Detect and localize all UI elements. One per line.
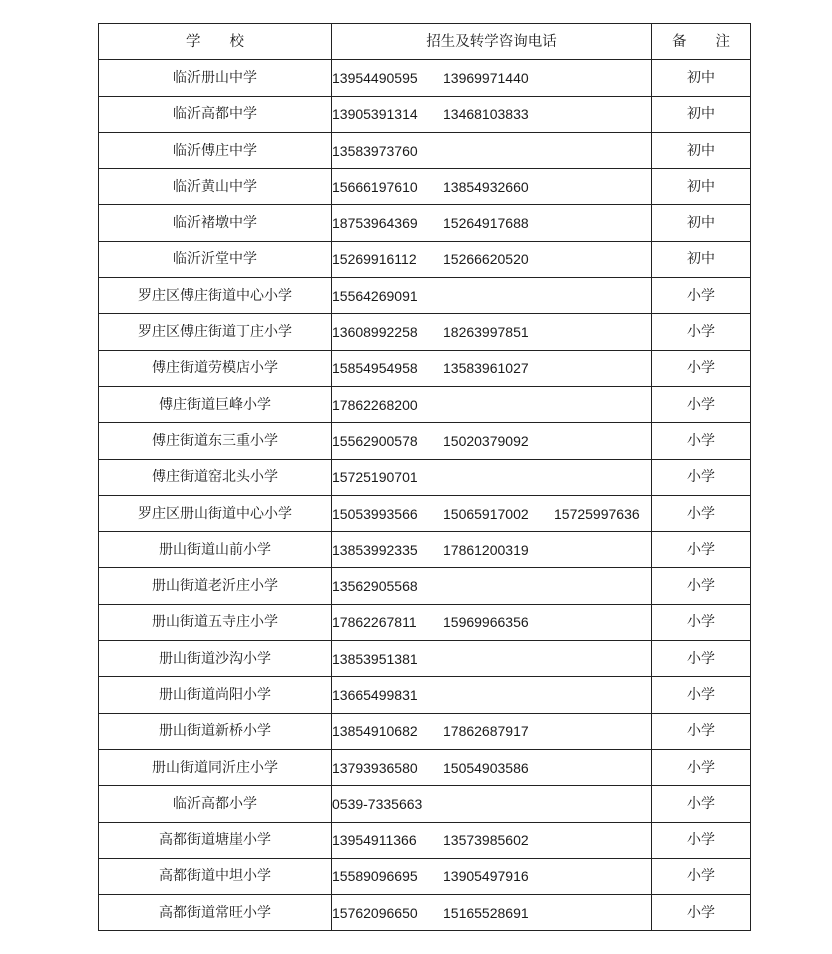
phone-number: 13969971440 bbox=[443, 69, 529, 86]
table-row bbox=[99, 641, 751, 677]
table-header-row bbox=[99, 24, 751, 60]
table-row bbox=[99, 749, 751, 785]
table-row bbox=[99, 386, 751, 422]
column-header-school bbox=[99, 24, 332, 60]
school-name-cell: 册山街道新桥小学 bbox=[99, 713, 332, 749]
table-row bbox=[99, 96, 751, 132]
note-cell: 小学 bbox=[652, 568, 751, 604]
phone-number: 13573985602 bbox=[443, 832, 529, 849]
note-cell: 小学 bbox=[652, 350, 751, 386]
table-row bbox=[99, 858, 751, 894]
phone-number: 18263997851 bbox=[443, 324, 529, 341]
phone-number: 15053993566 bbox=[332, 505, 418, 522]
school-name-cell: 册山街道同沂庄小学 bbox=[99, 749, 332, 785]
phone-cell bbox=[332, 241, 652, 277]
phone-cell bbox=[332, 96, 652, 132]
phone-number: 15020379092 bbox=[443, 432, 529, 449]
phone-cell bbox=[332, 895, 652, 931]
phone-number: 15562900578 bbox=[332, 432, 418, 449]
school-name-cell: 罗庄区傅庄街道中心小学 bbox=[99, 278, 332, 314]
phone-number: 13853992335 bbox=[332, 541, 418, 558]
table-row bbox=[99, 423, 751, 459]
note-cell: 小学 bbox=[652, 532, 751, 568]
phone-number: 15065917002 bbox=[443, 505, 529, 522]
phone-number: 13905391314 bbox=[332, 106, 418, 123]
school-name-cell: 临沂褚墩中学 bbox=[99, 205, 332, 241]
phone-cell bbox=[332, 132, 652, 168]
table-row bbox=[99, 278, 751, 314]
school-name-cell: 高都街道常旺小学 bbox=[99, 895, 332, 931]
school-name-cell: 高都街道中坦小学 bbox=[99, 858, 332, 894]
note-cell: 初中 bbox=[652, 205, 751, 241]
phone-cell bbox=[332, 568, 652, 604]
phone-cell bbox=[332, 532, 652, 568]
school-name-cell: 册山街道老沂庄小学 bbox=[99, 568, 332, 604]
phone-number: 15589096695 bbox=[332, 868, 418, 885]
table-row bbox=[99, 314, 751, 350]
school-name-cell: 临沂高都小学 bbox=[99, 786, 332, 822]
school-name-cell: 罗庄区册山街道中心小学 bbox=[99, 495, 332, 531]
table-row bbox=[99, 495, 751, 531]
note-cell: 小学 bbox=[652, 314, 751, 350]
table-row bbox=[99, 532, 751, 568]
note-cell: 小学 bbox=[652, 459, 751, 495]
phone-number: 0539-7335663 bbox=[332, 795, 423, 812]
table-row bbox=[99, 568, 751, 604]
phone-number: 13583961027 bbox=[443, 360, 529, 377]
phone-number: 13793936580 bbox=[332, 759, 418, 776]
school-name-cell: 罗庄区傅庄街道丁庄小学 bbox=[99, 314, 332, 350]
note-cell: 小学 bbox=[652, 495, 751, 531]
note-cell: 小学 bbox=[652, 749, 751, 785]
phone-cell bbox=[332, 278, 652, 314]
phone-number: 17861200319 bbox=[443, 541, 529, 558]
phone-number: 15969966356 bbox=[443, 614, 529, 631]
phone-cell bbox=[332, 350, 652, 386]
phone-number: 13853951381 bbox=[332, 650, 418, 667]
phone-cell bbox=[332, 677, 652, 713]
note-cell: 小学 bbox=[652, 386, 751, 422]
school-name-cell: 册山街道山前小学 bbox=[99, 532, 332, 568]
table-row bbox=[99, 60, 751, 96]
phone-number: 17862267811 bbox=[332, 614, 417, 631]
phone-number: 15264917688 bbox=[443, 215, 529, 232]
phone-number: 13468103833 bbox=[443, 106, 529, 123]
column-header-phone-label: 招生及转学咨询电话 bbox=[426, 33, 557, 50]
phone-cell bbox=[332, 713, 652, 749]
school-name-cell: 傅庄街道巨峰小学 bbox=[99, 386, 332, 422]
table-row bbox=[99, 604, 751, 640]
table-row bbox=[99, 205, 751, 241]
school-name-cell: 册山街道五寺庄小学 bbox=[99, 604, 332, 640]
phone-number: 15269916112 bbox=[332, 251, 417, 268]
note-cell: 小学 bbox=[652, 641, 751, 677]
phone-cell bbox=[332, 604, 652, 640]
phone-cell bbox=[332, 386, 652, 422]
school-name-cell: 册山街道尚阳小学 bbox=[99, 677, 332, 713]
school-name-cell: 册山街道沙沟小学 bbox=[99, 641, 332, 677]
phone-number: 18753964369 bbox=[332, 215, 418, 232]
phone-cell bbox=[332, 205, 652, 241]
table-row bbox=[99, 786, 751, 822]
note-cell: 小学 bbox=[652, 822, 751, 858]
table-row bbox=[99, 350, 751, 386]
column-header-phone bbox=[332, 24, 652, 60]
table-row bbox=[99, 169, 751, 205]
school-name-cell: 临沂黄山中学 bbox=[99, 169, 332, 205]
phone-number: 15762096650 bbox=[332, 904, 418, 921]
phone-cell bbox=[332, 858, 652, 894]
column-header-note bbox=[652, 24, 751, 60]
note-cell: 小学 bbox=[652, 858, 751, 894]
note-cell: 小学 bbox=[652, 677, 751, 713]
phone-number: 13665499831 bbox=[332, 686, 418, 703]
phone-cell bbox=[332, 314, 652, 350]
note-cell: 小学 bbox=[652, 604, 751, 640]
phone-number: 13562905568 bbox=[332, 578, 418, 595]
school-name-cell: 临沂高都中学 bbox=[99, 96, 332, 132]
phone-number: 17862268200 bbox=[332, 396, 418, 413]
phone-cell bbox=[332, 749, 652, 785]
phone-cell bbox=[332, 60, 652, 96]
note-cell: 小学 bbox=[652, 278, 751, 314]
phone-number: 15725190701 bbox=[332, 469, 418, 486]
phone-number: 15666197610 bbox=[332, 178, 418, 195]
phone-number: 17862687917 bbox=[443, 723, 529, 740]
phone-number: 15854954958 bbox=[332, 360, 418, 377]
phone-number: 13905497916 bbox=[443, 868, 529, 885]
note-cell: 初中 bbox=[652, 241, 751, 277]
note-cell: 初中 bbox=[652, 60, 751, 96]
phone-number: 15165528691 bbox=[443, 904, 529, 921]
school-name-cell: 临沂册山中学 bbox=[99, 60, 332, 96]
phone-cell bbox=[332, 169, 652, 205]
phone-cell bbox=[332, 495, 652, 531]
table-row bbox=[99, 132, 751, 168]
table-row bbox=[99, 822, 751, 858]
phone-cell bbox=[332, 786, 652, 822]
school-contact-table bbox=[98, 23, 751, 931]
phone-number: 15564269091 bbox=[332, 287, 418, 304]
table-row bbox=[99, 895, 751, 931]
school-name-cell: 高都街道塘崖小学 bbox=[99, 822, 332, 858]
phone-number: 13954911366 bbox=[332, 832, 417, 849]
school-name-cell: 临沂沂堂中学 bbox=[99, 241, 332, 277]
note-cell: 小学 bbox=[652, 786, 751, 822]
note-cell: 小学 bbox=[652, 713, 751, 749]
phone-number: 15054903586 bbox=[443, 759, 529, 776]
phone-cell bbox=[332, 459, 652, 495]
phone-cell bbox=[332, 822, 652, 858]
school-name-cell: 傅庄街道窑北头小学 bbox=[99, 459, 332, 495]
school-name-cell: 临沂傅庄中学 bbox=[99, 132, 332, 168]
phone-number: 13608992258 bbox=[332, 324, 418, 341]
note-cell: 小学 bbox=[652, 895, 751, 931]
phone-number: 13854932660 bbox=[443, 178, 529, 195]
phone-cell bbox=[332, 641, 652, 677]
school-name-cell: 傅庄街道东三重小学 bbox=[99, 423, 332, 459]
phone-cell bbox=[332, 423, 652, 459]
table-row bbox=[99, 459, 751, 495]
phone-number: 13954490595 bbox=[332, 69, 418, 86]
table-row bbox=[99, 677, 751, 713]
note-cell: 小学 bbox=[652, 423, 751, 459]
phone-number: 15266620520 bbox=[443, 251, 529, 268]
school-name-cell: 傅庄街道劳模店小学 bbox=[99, 350, 332, 386]
phone-number: 13583973760 bbox=[332, 142, 418, 159]
table-row bbox=[99, 713, 751, 749]
note-cell: 初中 bbox=[652, 169, 751, 205]
phone-number: 13854910682 bbox=[332, 723, 418, 740]
phone-number: 15725997636 bbox=[554, 505, 640, 522]
note-cell: 初中 bbox=[652, 96, 751, 132]
note-cell: 初中 bbox=[652, 132, 751, 168]
column-header-note-label: 备 注 bbox=[672, 33, 730, 50]
table-row bbox=[99, 241, 751, 277]
column-header-school-label: 学 校 bbox=[186, 33, 244, 50]
